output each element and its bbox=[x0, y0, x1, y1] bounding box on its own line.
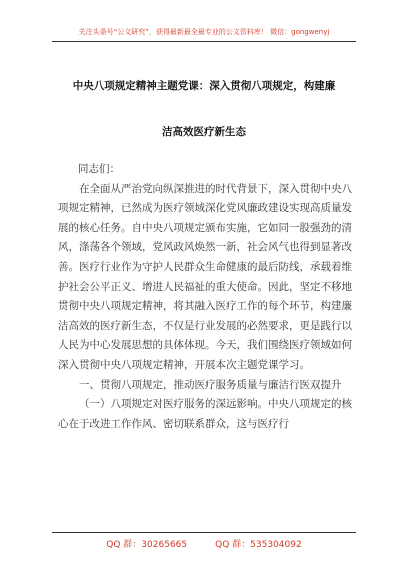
footer-qq-group-2: QQ 群：535304092 bbox=[215, 540, 302, 550]
header-note: 关注头条号“公文研究”，获得最新最全最专业的公文资料库！ 微信：gongwenyj bbox=[78, 28, 330, 36]
body-paragraph: （一）八项规定对医疗服务的深远影响。中央八项规定的核心在于改进工作作风、密切联系群众，这与医疗行 bbox=[58, 398, 352, 430]
footer bbox=[0, 537, 408, 550]
document-title-line-1: 中央八项规定精神主题党课：深入贯彻八项规定，构建廉 bbox=[72, 80, 336, 92]
salutation: 同志们： bbox=[78, 163, 120, 175]
footer-qq-group-1: QQ 群：30265665 bbox=[106, 540, 188, 550]
section-heading: 一、贯彻八项规定，推动医疗服务质量与廉洁行医双提升 bbox=[79, 378, 342, 391]
document-title-line-2: 洁高效医疗新生态 bbox=[162, 126, 246, 138]
document-body bbox=[58, 160, 352, 434]
body-paragraph: 在全面从严治党向纵深推进的时代背景下，深入贯彻中央八项规定精神，已然成为医疗领域深化党风廉政建设实现高质量发展的核心任务。自中央八项规定颁布实施，它如同一股强劲的清风，涤荡各个领域，党风政风焕然一新，社会风气也得到显著改善。医疗行业作为守护人民群众生命健康的最后防线，承载着维护社会公平正义、增进人民福祉的重大使命。因此，坚定不移地贯彻中央八项规定精神，将其融入医疗工作的每个环节，构建廉洁高效的医疗新生态，不仅是行业发展的必然要求，更是践行以人民为中心发展思想的具体体现。今天，我们围绕医疗领域如何深入贯彻中央八项规定精神，开展本次主题党课学习。 bbox=[58, 182, 352, 371]
header-divider bbox=[52, 41, 356, 42]
footer-divider bbox=[52, 532, 356, 533]
